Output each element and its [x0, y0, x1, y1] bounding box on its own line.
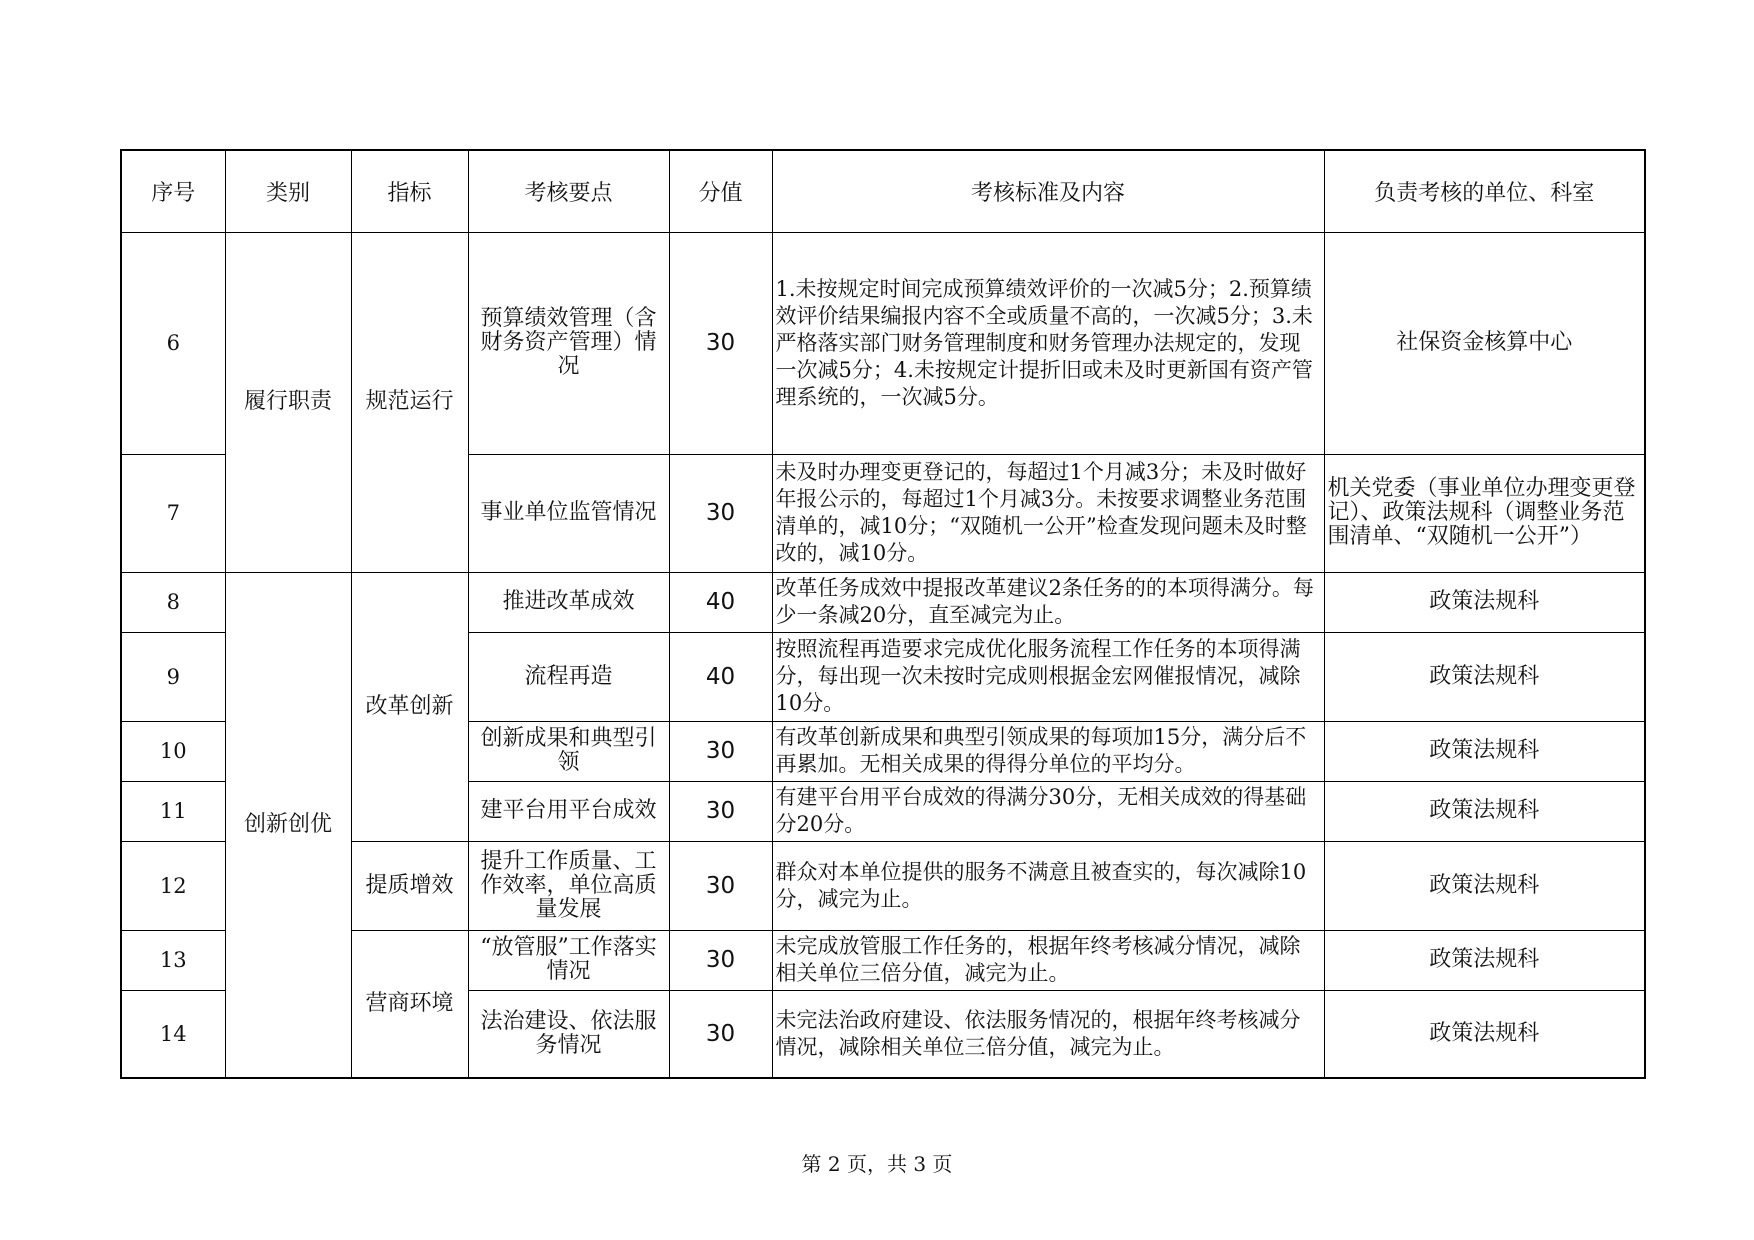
row-seq: 10 [121, 721, 225, 781]
header-indicator: 指标 [351, 150, 468, 232]
key-point-cell: 创新成果和典型引领 [468, 721, 669, 781]
unit-cell: 政策法规科 [1324, 841, 1645, 930]
indicator-cell: 提质增效 [351, 841, 468, 930]
table-row [121, 572, 1645, 632]
indicator-cell: 规范运行 [351, 232, 468, 572]
key-point-cell: 推进改革成效 [468, 572, 669, 632]
score-cell: 30 [669, 232, 772, 454]
key-point-cell: 法治建设、依法服务情况 [468, 990, 669, 1078]
category-cell: 履行职责 [225, 232, 351, 572]
unit-cell: 政策法规科 [1324, 781, 1645, 841]
criteria-cell: 未及时办理变更登记的，每超过1个月减3分；未及时做好年报公示的，每超过1个月减3分。未按要求调整业务范围清单的，减10分；“双随机一公开”检查发现问题未及时整改的，减10分。 [772, 454, 1324, 572]
indicator-cell: 改革创新 [351, 572, 468, 841]
key-point-cell: 事业单位监管情况 [468, 454, 669, 572]
row-seq: 7 [121, 454, 225, 572]
score-cell: 30 [669, 721, 772, 781]
key-point-cell: 建平台用平台成效 [468, 781, 669, 841]
header-key-points: 考核要点 [468, 150, 669, 232]
score-cell: 40 [669, 632, 772, 721]
row-seq: 13 [121, 930, 225, 990]
criteria-cell: 有改革创新成果和典型引领成果的每项加15分，满分后不再累加。无相关成果的得得分单位的平均分。 [772, 721, 1324, 781]
category-cell: 创新创优 [225, 572, 351, 1078]
unit-cell: 政策法规科 [1324, 632, 1645, 721]
header-row [121, 150, 1645, 232]
unit-cell: 政策法规科 [1324, 572, 1645, 632]
criteria-cell: 改革任务成效中提报改革建议2条任务的的本项得满分。每少一条减20分，直至减完为止。 [772, 572, 1324, 632]
row-seq: 9 [121, 632, 225, 721]
score-cell: 30 [669, 930, 772, 990]
criteria-cell: 未完成放管服工作任务的，根据年终考核减分情况，减除相关单位三倍分值，减完为止。 [772, 930, 1324, 990]
unit-cell: 政策法规科 [1324, 930, 1645, 990]
header-score: 分值 [669, 150, 772, 232]
unit-cell: 政策法规科 [1324, 990, 1645, 1078]
header-seq: 序号 [121, 150, 225, 232]
criteria-cell: 群众对本单位提供的服务不满意且被查实的，每次减除10分，减完为止。 [772, 841, 1324, 930]
page-number-footer: 第 2 页，共 3 页 [801, 1152, 953, 1176]
key-point-cell: 流程再造 [468, 632, 669, 721]
assessment-table [120, 149, 1646, 1079]
key-point-cell: 预算绩效管理（含财务资产管理）情况 [468, 232, 669, 454]
criteria-cell: 有建平台用平台成效的得满分30分，无相关成效的得基础分20分。 [772, 781, 1324, 841]
unit-cell: 政策法规科 [1324, 721, 1645, 781]
unit-cell: 社保资金核算中心 [1324, 232, 1645, 454]
score-cell: 40 [669, 572, 772, 632]
score-cell: 30 [669, 841, 772, 930]
criteria-cell: 1.未按规定时间完成预算绩效评价的一次减5分；2.预算绩效评价结果编报内容不全或质量不高的，一次减5分；3.未严格落实部门财务管理制度和财务管理办法规定的，发现一次减5分；4.未按规定计提折旧或未及时更新国有资产管理系统的，一次减5分。 [772, 232, 1324, 454]
criteria-cell: 按照流程再造要求完成优化服务流程工作任务的本项得满分，每出现一次未按时完成则根据金宏网催报情况，减除10分。 [772, 632, 1324, 721]
unit-cell: 机关党委（事业单位办理变更登记）、政策法规科（调整业务范围清单、“双随机一公开”） [1324, 454, 1645, 572]
header-criteria: 考核标准及内容 [772, 150, 1324, 232]
row-seq: 14 [121, 990, 225, 1078]
row-seq: 11 [121, 781, 225, 841]
score-cell: 30 [669, 454, 772, 572]
table-row [121, 232, 1645, 454]
row-seq: 12 [121, 841, 225, 930]
indicator-cell: 营商环境 [351, 930, 468, 1078]
key-point-cell: 提升工作质量、工作效率，单位高质量发展 [468, 841, 669, 930]
header-category: 类别 [225, 150, 351, 232]
criteria-cell: 未完法治政府建设、依法服务情况的，根据年终考核减分情况，减除相关单位三倍分值，减完为止。 [772, 990, 1324, 1078]
row-seq: 8 [121, 572, 225, 632]
key-point-cell: “放管服”工作落实 情况 [468, 930, 669, 990]
score-cell: 30 [669, 990, 772, 1078]
header-unit: 负责考核的单位、科室 [1324, 150, 1645, 232]
score-cell: 30 [669, 781, 772, 841]
row-seq: 6 [121, 232, 225, 454]
